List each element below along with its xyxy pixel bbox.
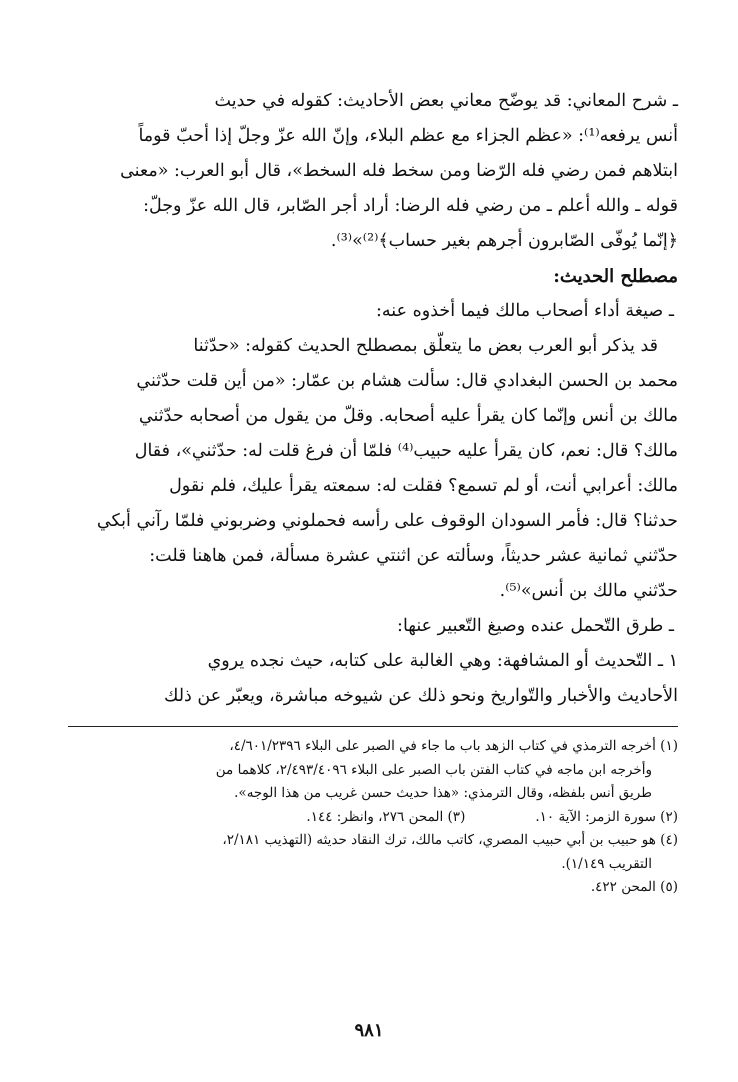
text-line: محمد بن الحسن البغدادي قال: سألت هشام بن عمّار: «من أين قلت حدّثني xyxy=(136,371,678,391)
footnote-1-continued: وأخرجه ابن ماجه في كتاب الفتن باب الصبر على البلاء ٢/٤٩٣/٤٠٩٦، كلاهما من xyxy=(215,761,652,778)
footnote-2: (٢) سورة الزمر: الآية ١٠. xyxy=(535,808,678,825)
text-line: حدّثني مالك بن أنس»⁽⁵⁾. xyxy=(499,581,678,601)
page-content xyxy=(68,84,678,900)
subheading: ـ صيغة أداء أصحاب مالك فيما أخذوه عنه: xyxy=(376,301,674,321)
text-line: حدثنا؟ قال: فأمر السودان الوقوف على رأسه فحملوني وضربوني فلمّا رآني أبكي xyxy=(96,511,678,531)
text-line: مالك: أعرابي أنت، أو لم تسمع؟ فقلت له: سمعته يقرأ عليك، فلم نقول xyxy=(169,476,678,496)
text-line: حدّثني ثمانية عشر حديثاً، وسألته عن اثنتي عشرة مسألة، فمن هاهنا قلت: xyxy=(149,546,678,566)
subheading: ـ طرق التّحمل عنده وصيغ التّعبير عنها: xyxy=(397,616,674,636)
footnote-1: (١) أخرجه الترمذي في كتاب الزهد باب ما جاء في الصبر على البلاء ٤/٦٠١/٢٣٩٦، xyxy=(229,738,678,754)
text-line: مالك؟ قال: نعم، كان يقرأ عليه حبيب⁽⁴⁾ فلمّا أن فرغ قلت له: حدّثني»، فقال xyxy=(134,441,678,461)
main-text xyxy=(68,84,678,714)
footnote-5: (٥) المحن ٤٢٢. xyxy=(590,879,678,895)
text-line: قد يذكر أبو العرب بعض ما يتعلّق بمصطلح الحديث كقوله: «حدّثنا xyxy=(193,336,658,356)
footnote-3: (٣) المحن ٢٧٦، وانظر: ١٤٤. xyxy=(306,808,466,825)
footnote-row-2-3 xyxy=(68,806,678,830)
text-line: مالك بن أنس وإنّما كان يقرأ عليه أصحابه. وقلّ من يقول من أصحابه حدّثني xyxy=(138,406,678,426)
footnote-4-continued: التقريب ١/١٤٩). xyxy=(561,855,652,872)
footnote-4: (٤) هو حبيب بن أبي حبيب المصري، كاتب مالك، ترك النقاد حديثه (التهذيب ٢/١٨١، xyxy=(222,832,678,848)
section-heading: مصطلح الحديث: xyxy=(553,266,678,287)
page-number: ٩٨١ xyxy=(354,1020,384,1041)
text-line: الأحاديث والأخبار والتّواريخ ونحو ذلك عن شيوخه مباشرة، ويعبّر عن ذلك xyxy=(163,686,678,706)
spacer xyxy=(465,806,535,830)
text-line: ١ ـ التّحديث أو المشافهة: وهي الغالبة على كتابه، حيث نجده يروي xyxy=(207,651,678,671)
text-line: أنس يرفعه⁽¹⁾: «عظم الجزاء مع عظم البلاء، وإنّ الله عزّ وجلّ إذا أحبّ قوماً xyxy=(138,126,678,146)
text-line: ابتلاهم فمن رضي فله الرّضا ومن سخط فله السخط»، قال أبو العرب: «معنى xyxy=(120,161,678,181)
footnotes xyxy=(68,735,678,900)
text-line: ﴿إنّما يُوفّى الصّابرون أجرهم بغير حساب﴾⁽²⁾»⁽³⁾. xyxy=(330,231,678,251)
text-line: ـ شرح المعاني: قد يوضّح معاني بعض الأحاديث: كقوله في حديث xyxy=(214,91,678,111)
text-line: قوله ـ والله أعلم ـ من رضي فله الرضا: أراد أجر الصّابر، قال الله عزّ وجلّ: xyxy=(143,196,678,216)
footnote-1-continued: طريق أنس بلفظه، وقال الترمذي: «هذا حديث حسن غريب من هذا الوجه». xyxy=(234,785,652,801)
footnote-divider xyxy=(68,726,678,727)
